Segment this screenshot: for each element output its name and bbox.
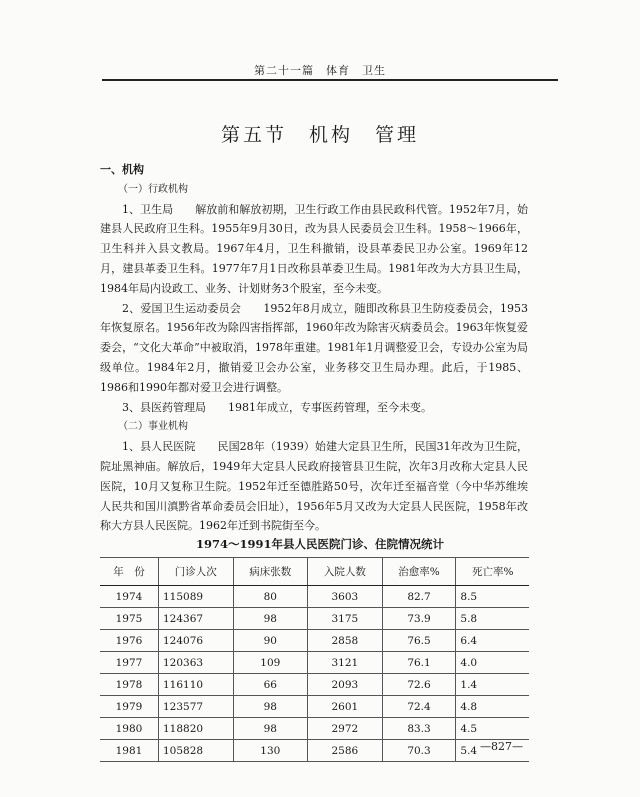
table-cell: 1975 [100, 608, 158, 630]
table-cell: 1981 [100, 740, 158, 762]
table-row [100, 740, 529, 762]
table-cell: 1.4 [456, 674, 529, 696]
table-row [100, 652, 529, 674]
table-row [100, 630, 529, 652]
heading-organizations: 一、机构 [100, 163, 144, 176]
table-cell: 76.5 [382, 630, 456, 652]
table-cell: 4.0 [456, 652, 529, 674]
table-cell: 6.4 [456, 630, 529, 652]
table-cell: 1977 [100, 652, 158, 674]
table-cell: 124367 [158, 608, 233, 630]
table-cell: 98 [233, 608, 308, 630]
table-cell: 123577 [158, 696, 233, 718]
table-cell: 83.3 [382, 718, 456, 740]
header-rule [102, 79, 558, 81]
table-cell: 72.6 [382, 674, 456, 696]
table-cell: 76.1 [382, 652, 456, 674]
column-header: 病床张数 [233, 558, 308, 586]
section-title: 第五节 机构 管理 [220, 124, 419, 146]
paragraph-health-bureau: 1、卫生局 解放前和解放初期，卫生行政工作由县民政科代管。1952年7月，始建县人民政府卫生科。1955年9月30日，改为县人民委员会卫生科。1958～1966年，卫生科并入县文教局。1967年4月，卫生科撤销，设县革委民卫办公室。1969年12月，建县革委卫生科。1977年7月1日改称县革委卫生局。1981年改为大方县卫生局，1984年局内设政工、业务、计划财务3个股室，至今未变。 [100, 202, 528, 295]
paragraph-medicine-bureau: 3、县医药管理局 1981年成立，专事医药管理，至今未变。 [122, 400, 432, 414]
table-cell: 82.7 [382, 586, 456, 608]
table-cell: 130 [233, 740, 308, 762]
table-cell: 5.4 [456, 740, 529, 762]
table-cell: 4.8 [456, 696, 529, 718]
table-cell: 1976 [100, 630, 158, 652]
table-row [100, 718, 529, 740]
table-row [100, 608, 529, 630]
table-cell: 120363 [158, 652, 233, 674]
table-cell: 2972 [308, 718, 383, 740]
table-header-row [100, 558, 529, 586]
table-cell: 72.4 [382, 696, 456, 718]
table-cell: 1974 [100, 586, 158, 608]
table-cell: 98 [233, 718, 308, 740]
table-cell: 66 [233, 674, 308, 696]
hospital-stats-table [100, 557, 529, 762]
paragraph-county-hospital: 1、县人民医院 民国28年（1939）始建大定县卫生所，民国31年改为卫生院，院址黑神庙。解放后，1949年大定县人民政府接管县卫生院，次年3月改称大定县人民医院，10月又复称卫生院。1952年迁至德胜路50号，次年迁至福音堂（今中华苏维埃人民共和国川滇黔省革命委员会旧址），1956年5月又改为大定县人民医院，1958年改称大方县人民医院。1962年迁到书院街至今。 [100, 440, 528, 533]
table-cell: 2586 [308, 740, 383, 762]
table-row [100, 674, 529, 696]
subheading-institutions: （二）事业机构 [118, 421, 188, 433]
table-cell: 1980 [100, 718, 158, 740]
table-cell: 98 [233, 696, 308, 718]
table-cell: 73.9 [382, 608, 456, 630]
table-cell: 109 [233, 652, 308, 674]
table-cell: 8.5 [456, 586, 529, 608]
paragraph-patriotic-health-committee: 2、爱国卫生运动委员会 1952年8月成立，随即改称县卫生防疫委员会，1953年恢复原名。1956年改为除四害指挥部，1960年改为除害灭病委员会。1963年恢复爱委会，“文化大革命”中被取消，1978年重建。1981年1月调整爱卫会，专设办公室为局级单位。1984年2月，撤销爱卫会办公室，业务移交卫生局办理。此后，于1985、1986和1990年都对爱卫会进行调整。 [100, 301, 528, 394]
table-cell: 3121 [308, 652, 383, 674]
column-header: 死亡率% [456, 558, 529, 586]
body-text [100, 160, 528, 536]
table-cell: 105828 [158, 740, 233, 762]
table-cell: 1978 [100, 674, 158, 696]
table-cell: 4.5 [456, 718, 529, 740]
column-header: 门诊人次 [158, 558, 233, 586]
table-cell: 3175 [308, 608, 383, 630]
table-cell: 70.3 [382, 740, 456, 762]
running-head: 第二十一篇 体育 卫生 [254, 64, 386, 77]
table-cell: 5.8 [456, 608, 529, 630]
table-cell: 2858 [308, 630, 383, 652]
table-cell: 116110 [158, 674, 233, 696]
subheading-administrative: （一）行政机构 [118, 183, 188, 195]
table-cell: 115089 [158, 586, 233, 608]
table-cell: 2601 [308, 696, 383, 718]
table-row [100, 586, 529, 608]
table-cell: 124076 [158, 630, 233, 652]
page-number: —827— [480, 740, 523, 753]
column-header: 入院人数 [308, 558, 383, 586]
table-cell: 1979 [100, 696, 158, 718]
table-title: 1974～1991年县人民医院门诊、住院情况统计 [195, 537, 444, 551]
table-cell: 90 [233, 630, 308, 652]
table-cell: 80 [233, 586, 308, 608]
table-cell: 2093 [308, 674, 383, 696]
table-cell: 118820 [158, 718, 233, 740]
table-cell: 3603 [308, 586, 383, 608]
column-header: 年 份 [100, 558, 158, 586]
table-row [100, 696, 529, 718]
column-header: 治愈率% [382, 558, 456, 586]
